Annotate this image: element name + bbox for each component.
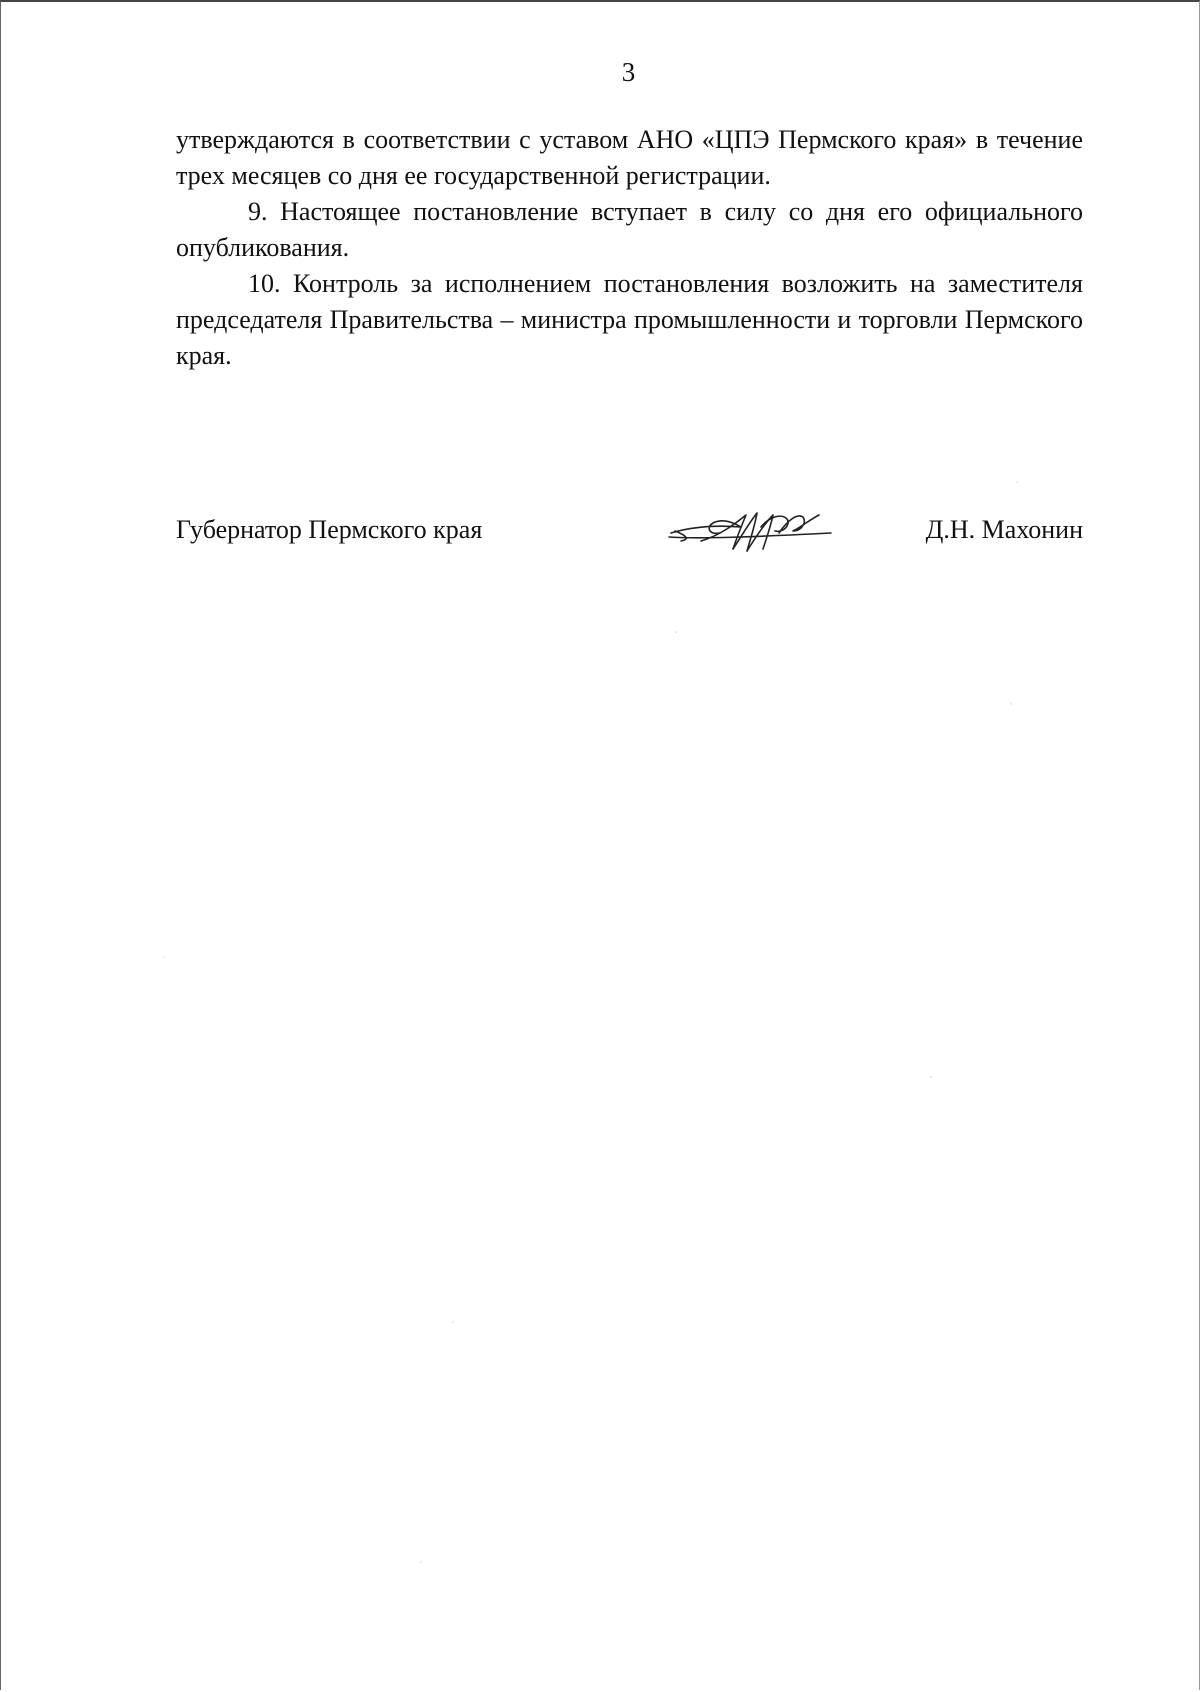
paragraph-continuation: утверждаются в соответствии с уставом АНО «ЦПЭ Пермского края» в течение трех месяцев со дня ее государственной регистрации. — [176, 125, 1083, 190]
signatory-name: Д.Н. Махонин — [925, 515, 1083, 544]
document-body — [176, 122, 1083, 374]
page-number: 3 — [621, 57, 636, 87]
handwritten-signature-icon — [661, 497, 836, 562]
signatory-role: Губернатор Пермского края — [176, 515, 483, 544]
paragraph-item-9: 9. Настоящее постановление вступает в силу со дня его официального опубликования. — [176, 197, 1083, 262]
signature-block — [176, 507, 1083, 567]
paragraph-item-10: 10. Контроль за исполнением постановления возложить на заместителя председателя Правительства – министра промышленности и торговли Пермского края. — [176, 269, 1083, 370]
